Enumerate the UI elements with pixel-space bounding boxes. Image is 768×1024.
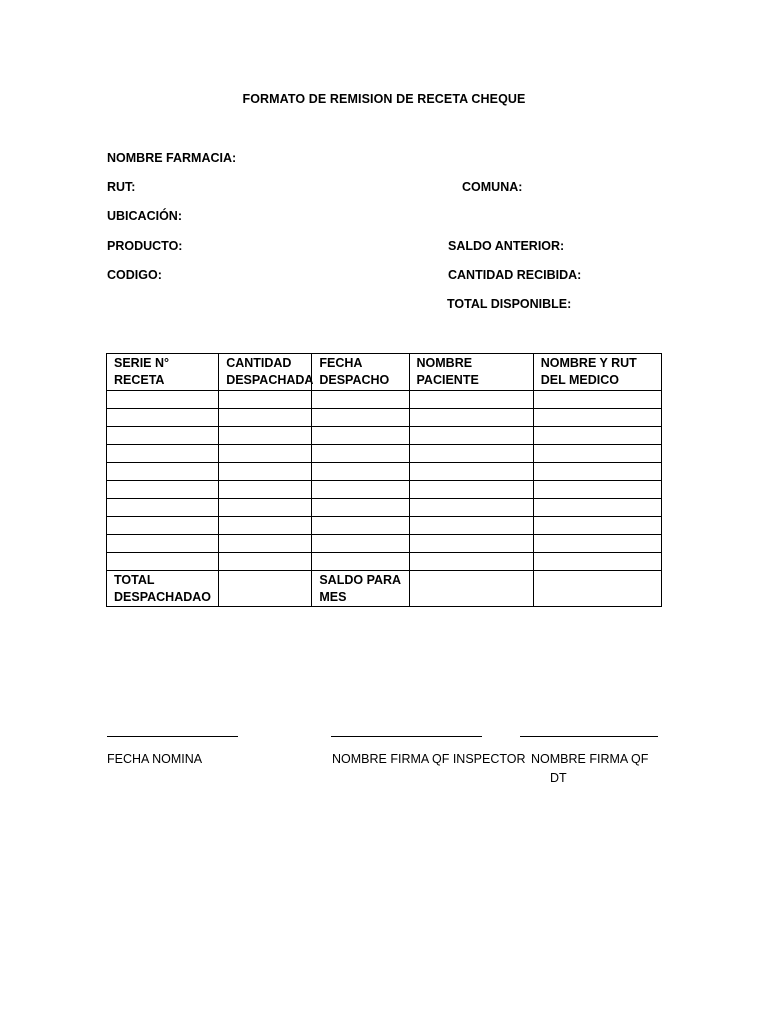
- header-fecha-despacho: [312, 354, 409, 391]
- table-cell: [533, 553, 661, 571]
- table-row: [107, 445, 662, 463]
- table-cell: [312, 463, 409, 481]
- header-cantidad-line2: DESPACHADA: [226, 373, 314, 387]
- ubicacion-label: UBICACIÓN:: [107, 209, 182, 223]
- table-cell: [533, 427, 661, 445]
- table-cell: [107, 445, 219, 463]
- table-cell: [409, 517, 533, 535]
- document-title: FORMATO DE REMISION DE RECETA CHEQUE: [242, 92, 526, 106]
- recetas-table: [106, 353, 662, 607]
- table-cell: [409, 463, 533, 481]
- table-cell: [312, 499, 409, 517]
- table-row: [107, 553, 662, 571]
- header-serie-receta: [107, 354, 219, 391]
- footer-total-despachado: [107, 571, 219, 607]
- footer-saldo-line1: SALDO PARA: [319, 573, 402, 587]
- table-row: [107, 409, 662, 427]
- fecha-nomina-label: FECHA NOMINA: [107, 752, 203, 766]
- table-row: [107, 463, 662, 481]
- table-cell: [409, 409, 533, 427]
- header-cantidad-line1: CANTIDAD: [226, 356, 292, 370]
- table-cell: [219, 481, 312, 499]
- table-cell: [312, 553, 409, 571]
- table-cell: [533, 409, 661, 427]
- table-cell: [107, 427, 219, 445]
- table-cell: [219, 499, 312, 517]
- header-medico-line1: NOMBRE Y RUT: [540, 356, 637, 370]
- table-cell: [409, 535, 533, 553]
- table-cell: [107, 535, 219, 553]
- table-cell: [312, 427, 409, 445]
- header-fecha-line1: FECHA: [319, 356, 363, 370]
- nombre-farmacia-label: NOMBRE FARMACIA:: [107, 151, 237, 165]
- table-cell: [409, 481, 533, 499]
- table-row: [107, 517, 662, 535]
- firma-dt-label-line2: DT: [550, 771, 567, 785]
- table-cell: [533, 571, 661, 607]
- inspector-signature-line: [331, 736, 482, 737]
- table-cell: [219, 391, 312, 409]
- saldo-anterior-label: SALDO ANTERIOR:: [448, 239, 565, 253]
- header-serie-receta-text: SERIE N° RECETA: [114, 356, 170, 387]
- table-cell: [107, 463, 219, 481]
- table-cell: [312, 517, 409, 535]
- footer-saldo-para-mes: [312, 571, 409, 607]
- footer-saldo-line2: MES: [319, 590, 347, 604]
- header-nombre-paciente: [409, 354, 533, 391]
- header-nombre-rut-medico: [533, 354, 661, 391]
- table-cell: [107, 517, 219, 535]
- table-cell: [107, 499, 219, 517]
- table-cell: [219, 427, 312, 445]
- table-cell: [409, 427, 533, 445]
- table-footer-row: [107, 571, 662, 607]
- table-cell: [219, 463, 312, 481]
- table-cell: [409, 391, 533, 409]
- table-cell: [219, 571, 312, 607]
- table-cell: [533, 535, 661, 553]
- table-cell: [107, 391, 219, 409]
- total-disponible-label: TOTAL DISPONIBLE:: [447, 297, 572, 311]
- codigo-label: CODIGO:: [107, 268, 162, 282]
- table-row: [107, 427, 662, 445]
- comuna-label: COMUNA:: [462, 180, 523, 194]
- table-cell: [107, 481, 219, 499]
- table-header-row: [107, 354, 662, 391]
- rut-label: RUT:: [107, 180, 136, 194]
- table-cell: [312, 535, 409, 553]
- cantidad-recibida-label: CANTIDAD RECIBIDA:: [448, 268, 582, 282]
- firma-dt-label-line1: NOMBRE FIRMA QF: [531, 752, 649, 766]
- table-cell: [219, 409, 312, 427]
- dt-signature-line: [520, 736, 658, 737]
- table-cell: [409, 553, 533, 571]
- fecha-nomina-signature-line: [107, 736, 238, 737]
- footer-total-line2: DESPACHADAO: [114, 590, 211, 604]
- table-cell: [533, 463, 661, 481]
- header-paciente-line1: NOMBRE: [416, 356, 473, 370]
- table-cell: [312, 391, 409, 409]
- table-cell: [409, 571, 533, 607]
- table-cell: [219, 553, 312, 571]
- table-row: [107, 535, 662, 553]
- producto-label: PRODUCTO:: [107, 239, 183, 253]
- firma-inspector-label: NOMBRE FIRMA QF INSPECTOR: [332, 752, 526, 766]
- header-cantidad-despachada: [219, 354, 312, 391]
- table-cell: [312, 481, 409, 499]
- table-cell: [533, 517, 661, 535]
- table-row: [107, 481, 662, 499]
- header-paciente-line2: PACIENTE: [416, 373, 479, 387]
- table-cell: [533, 499, 661, 517]
- table-cell: [533, 445, 661, 463]
- table-cell: [219, 517, 312, 535]
- table-cell: [312, 445, 409, 463]
- table-cell: [409, 499, 533, 517]
- table-row: [107, 391, 662, 409]
- table-cell: [219, 445, 312, 463]
- footer-total-line1: TOTAL: [114, 573, 155, 587]
- table-row: [107, 499, 662, 517]
- table-cell: [409, 445, 533, 463]
- table-cell: [533, 391, 661, 409]
- table-cell: [107, 553, 219, 571]
- table-cell: [219, 535, 312, 553]
- header-fecha-line2: DESPACHO: [319, 373, 390, 387]
- table-cell: [312, 409, 409, 427]
- header-medico-line2: DEL MEDICO: [540, 373, 619, 387]
- table-cell: [107, 409, 219, 427]
- table-cell: [533, 481, 661, 499]
